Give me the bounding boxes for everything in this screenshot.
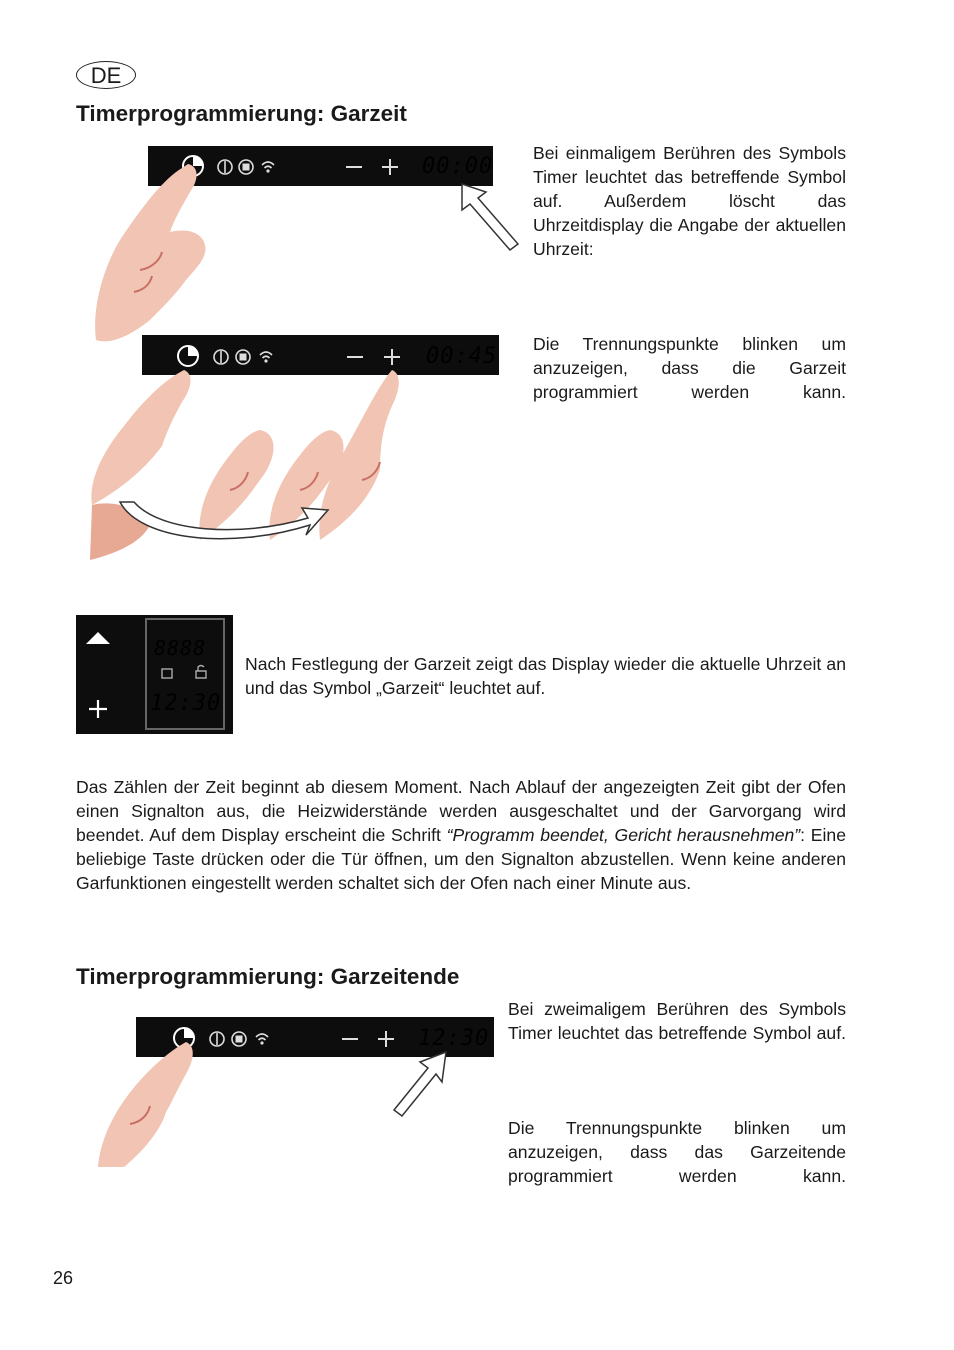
pointer-arrow-icon <box>462 184 518 250</box>
text-display-clock: Nach Festlegung der Garzeit zeigt das Display wieder die aktuelle Uhrzeit an und das Symbol „Garzeit“ leuchtet auf. <box>245 654 846 698</box>
display-panel <box>76 615 233 734</box>
hand-icon <box>95 164 205 341</box>
body-paragraph <box>76 775 846 895</box>
illustration-timer-touch-3 <box>90 1012 500 1170</box>
display-segments-top: 8888 <box>154 636 207 660</box>
time-display: 00:45 <box>426 344 498 369</box>
lock-icon <box>196 666 206 679</box>
language-badge: DE <box>76 61 136 89</box>
oven-icon <box>162 669 172 678</box>
hand-icon <box>199 370 398 540</box>
pointer-arrow-icon <box>394 1052 446 1116</box>
illustration-timer-touch-1 <box>90 140 530 355</box>
display-time: 12:30 <box>150 691 222 716</box>
body-text-1: Das Zählen der Zeit beginnt ab diesem Moment. Nach Ablauf der angezeigten Zeit gibt der Ofen einen Signalton aus, die Heizwiderstände werden ausgeschaltet und der Garvorgang wird beendet. Auf dem Display erscheint die Schrift <box>76 777 846 845</box>
body-text-quote: “Programm beendet, Gericht herausnehmen” <box>446 825 801 845</box>
body-text-2: : Eine beliebige Taste drücken oder die Tür öffnen, um den Signalton abzustellen. Wenn keine anderen Garfunktionen eingestellt werden schaltet sich der Ofen nach einer Minute aus. <box>76 825 846 893</box>
text-separator-blink-end: Die Trennungspunkte blinken um anzuzeigen, dass das Garzeitende programmiert werden kann. <box>508 1118 846 1186</box>
plus-icon <box>89 700 107 718</box>
illustration-timer-touch-2 <box>80 330 510 565</box>
arrow-up-icon <box>86 632 110 644</box>
text-touch-once: Bei einmaligem Berühren des Symbols Timer leuchtet das betreffende Symbol auf. Außerdem löscht das Uhrzeitdisplay die Angabe der aktuellen Uhrzeit: <box>533 143 846 259</box>
time-display: 12:30 <box>418 1026 490 1051</box>
time-display: 00:00 <box>422 154 494 179</box>
text-touch-twice: Bei zweimaligem Berühren des Symbols Timer leuchtet das betreffende Symbol auf. <box>508 999 846 1043</box>
text-separator-blink: Die Trennungspunkte blinken um anzuzeigen, dass die Garzeit programmiert werden kann. <box>533 334 846 402</box>
section-title-garzeitende: Timerprogrammierung: Garzeitende <box>76 964 460 989</box>
page-number: 26 <box>53 1268 74 1288</box>
hand-icon <box>98 1042 193 1167</box>
section-title-garzeit: Timerprogrammierung: Garzeit <box>76 101 407 126</box>
